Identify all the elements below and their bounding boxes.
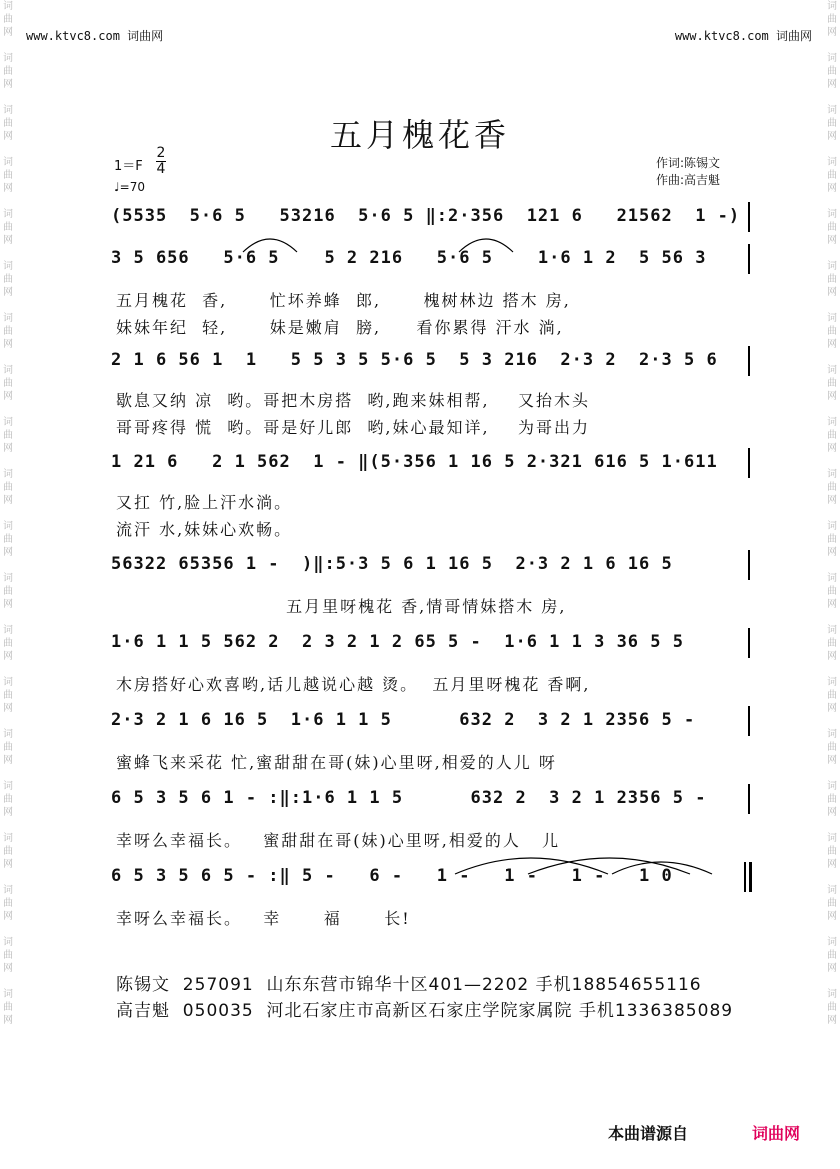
contact-lyricist: 陈锡文 257091 山东东营市锦华十区401—2202 手机18854655116 [116, 975, 702, 995]
side-watermark-left: 词 曲 网 词 曲 网 词 曲 网 词 曲 网 词 曲 网 词 曲 网 词 曲 网 词 曲 网 词 曲 网 词 曲 网 词 曲 网 词 曲 网 词 曲 网 词 曲 网 词 曲 网 词 曲 网 词 曲 网 词 曲 网 词 曲 网 词 曲 网 [3, 1, 13, 1026]
score-line-8-lyrics: 幸呀么幸福长。 蜜甜甜在哥(妹)心里呀,相爱的人 儿 [116, 831, 561, 850]
tie-arc [455, 858, 608, 874]
score-line-3-lyrics-verse-1: 歇息又纳 凉 哟。哥把木房搭 哟,跑来妹相帮, 又抬木头 [116, 391, 590, 410]
time-signature-bottom: 4 [156, 161, 166, 177]
contact-composer: 高吉魁 050035 河北石家庄市高新区石家庄学院家属院 手机1336385089 [116, 1001, 734, 1021]
score-line-9-notes: 6 5 3 5 6 5 - :‖ 5 - 6 - 1 - 1 - 1 - 1 0 [111, 866, 673, 886]
score-line-2-notes: 3 5 656 5·6 5 5 2 216 5·6 5 1·6 1 2 5 56 3 [111, 248, 707, 268]
score-line-4-lyrics-verse-2: 流汗 水,妹妹心欢畅。 [116, 520, 293, 539]
score-line-5-lyrics: 五月里呀槐花 香,情哥情妹搭木 房, [116, 597, 567, 616]
time-signature-top: 2 [156, 145, 166, 161]
lyricist-credit: 作词:陈锡文 [656, 156, 721, 170]
score-line-9-lyrics: 幸呀么幸福长。 幸 福 长! [116, 909, 411, 928]
score-line-5-notes: 56322 65356 1 - )‖:5·3 5 6 1 16 5 2·3 2 1 6 16 5 [111, 554, 673, 574]
slur-arc [459, 239, 513, 252]
song-title: 五月槐花香 [329, 116, 510, 154]
score-line-3-lyrics-verse-2: 哥哥疼得 慌 哟。哥是好儿郎 哟,妹心最知详, 为哥出力 [116, 418, 590, 437]
score-line-3-notes: 2 1 6 56 1 1 5 5 3 5 5·6 5 5 3 216 2·3 2 2·3 5 6 [111, 350, 718, 370]
score-line-2-lyrics-verse-1: 五月槐花 香, 忙坏养蜂 郎, 槐树林边 搭木 房, [116, 291, 571, 310]
score-line-8-notes: 6 5 3 5 6 1 - :‖:1·6 1 1 5 632 2 3 2 1 2356 5 - [111, 788, 707, 808]
score-line-1-notes: (5535 5·6 5 53216 5·6 5 ‖:2·356 121 6 21562 1 -) [111, 206, 741, 226]
key-signature: 1＝F [114, 159, 143, 174]
score-line-2-lyrics-verse-2: 妹妹年纪 轻, 妹是嫩肩 膀, 看你累得 汗水 淌, [116, 318, 564, 337]
brand-logo-text[interactable]: 词曲网 [752, 1124, 801, 1143]
score-line-7-lyrics: 蜜蜂飞来采花 忙,蜜甜甜在哥(妹)心里呀,相爱的人儿 呀 [116, 753, 557, 772]
tempo-marking: ♩=70 [114, 180, 145, 194]
composer-credit: 作曲:高吉魁 [656, 173, 721, 187]
tie-arc [528, 858, 690, 874]
score-line-6-lyrics: 木房搭好心欢喜哟,话儿越说心越 烫。 五月里呀槐花 香啊, [116, 675, 591, 694]
side-watermark-right: 词 曲 网 词 曲 网 词 曲 网 词 曲 网 词 曲 网 词 曲 网 词 曲 网 词 曲 网 词 曲 网 词 曲 网 词 曲 网 词 曲 网 词 曲 网 词 曲 网 词 曲 网 词 曲 网 词 曲 网 词 曲 网 词 曲 网 词 曲 网 [827, 1, 837, 1026]
score-line-7-notes: 2·3 2 1 6 16 5 1·6 1 1 5 632 2 3 2 1 2356 5 - [111, 710, 696, 730]
score-line-4-lyrics-verse-1: 又扛 竹,脸上汗水淌。 [116, 493, 293, 512]
slur-arc [243, 239, 297, 252]
site-url-left[interactable]: www.ktvc8.com 词曲网 [26, 29, 164, 43]
site-url-right[interactable]: www.ktvc8.com 词曲网 [674, 29, 812, 43]
score-line-4-notes: 1 21 6 2 1 562 1 - ‖(5·356 1 16 5 2·321 616 5 1·611 [111, 452, 718, 472]
score-line-6-notes: 1·6 1 1 5 562 2 2 3 2 1 2 65 5 - 1·6 1 1 3 36 5 5 [111, 632, 684, 652]
tie-arc [612, 862, 712, 874]
source-label: 本曲谱源自 [608, 1124, 689, 1143]
